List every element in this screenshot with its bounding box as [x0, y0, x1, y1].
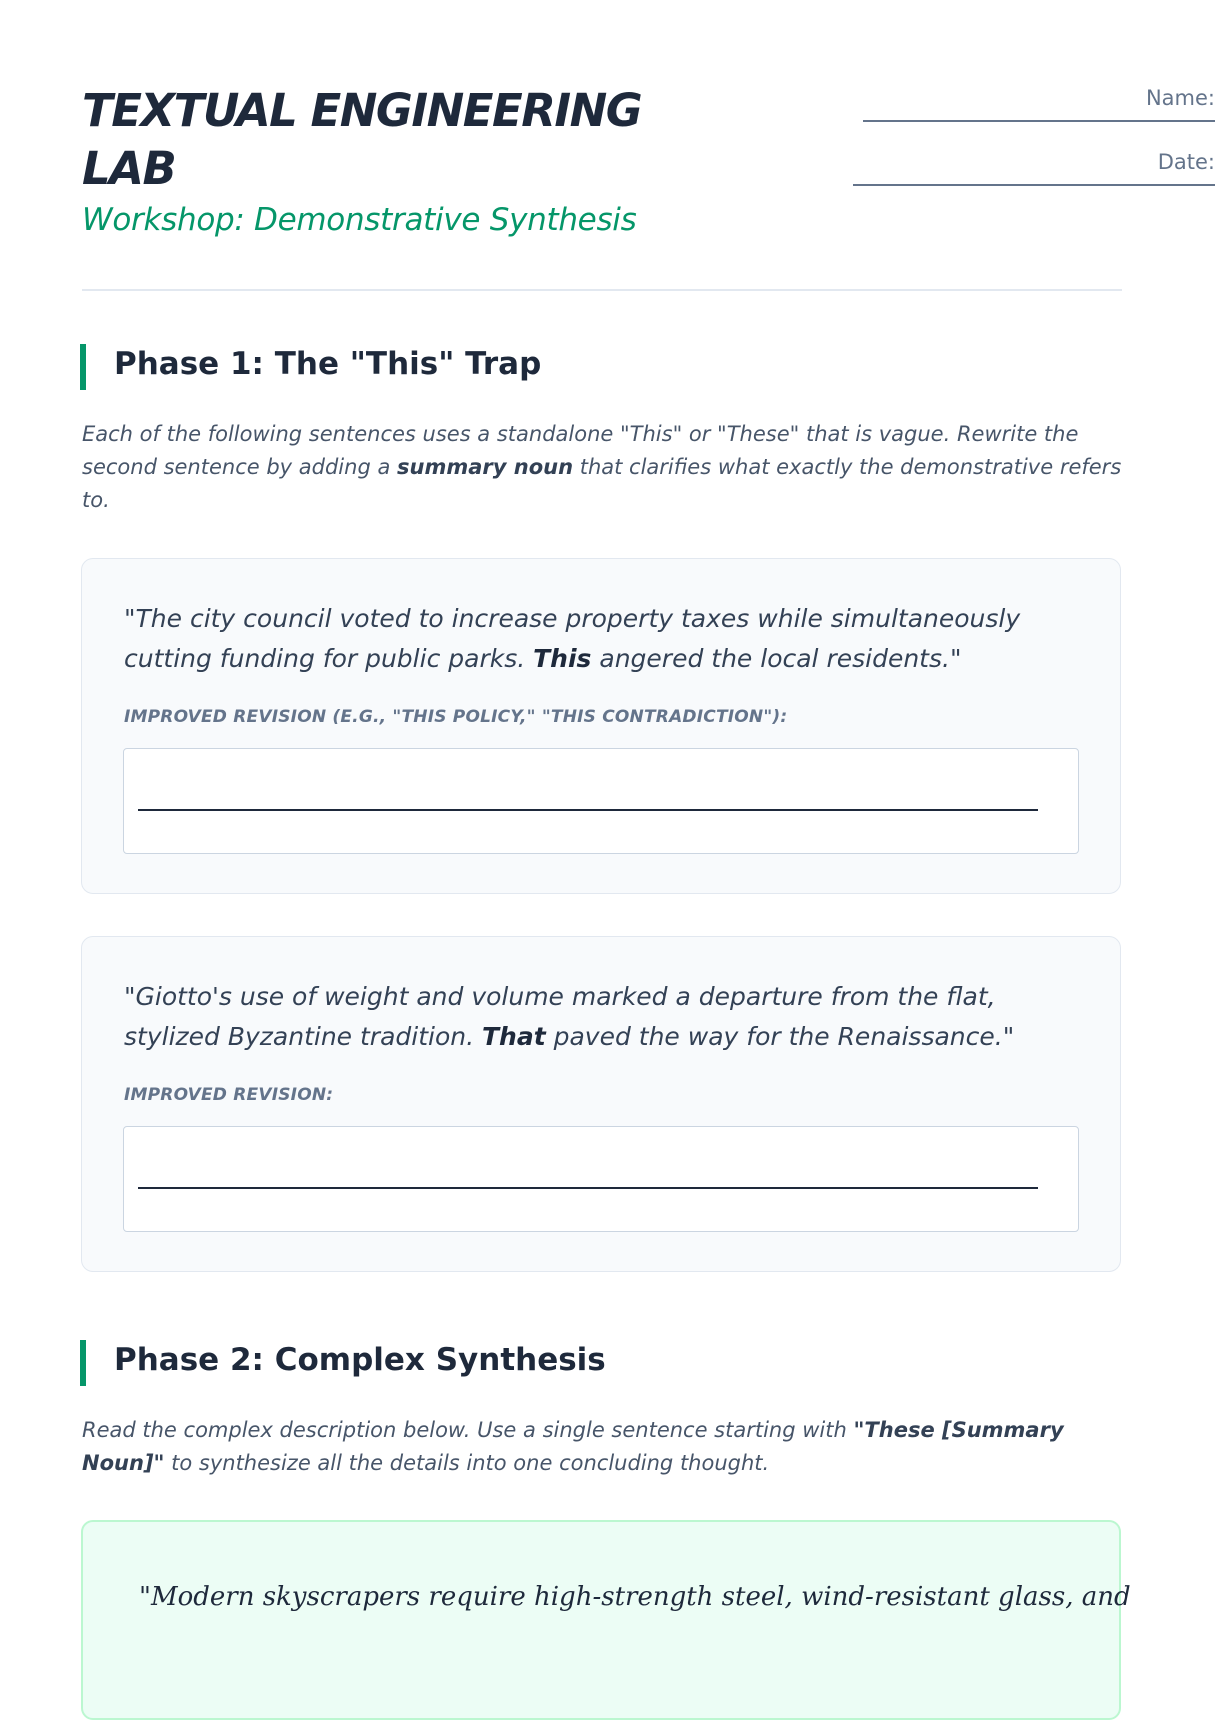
synthesis-passage-card — [81, 1520, 1131, 1720]
exercise-card-2 — [81, 936, 1121, 1272]
phase2-instructions: Read the complex description below. Use a single sentence starting with "These [Summary Noun]" to synthesize all the details into one concluding thought. — [82, 1418, 1064, 1475]
phase2-instruction-emphasis: "These [Summary Noun]" — [82, 1418, 1064, 1475]
exercise-1-answer-box[interactable] — [123, 748, 1079, 854]
exercise-1-revision-label: IMPROVED REVISION (E.G., "THIS POLICY," "THIS CONTRADICTION"): — [124, 707, 788, 727]
date-label: Date: — [1157, 150, 1215, 174]
exercise-card-1 — [81, 558, 1121, 894]
name-label: Name: — [1145, 86, 1215, 110]
student-info — [845, 82, 1215, 210]
exercise-1-quote: "The city council voted to increase property taxes while simultaneously cutting funding for public parks. This angered the local residents." — [124, 604, 1021, 673]
phase1-title: Phase 1: The "This" Trap — [114, 346, 542, 382]
phase1-heading — [80, 344, 1120, 390]
phase2-title: Phase 2: Complex Synthesis — [114, 1342, 606, 1378]
exercise-2-answer-box[interactable] — [123, 1126, 1079, 1232]
worksheet-subtitle: Workshop: Demonstrative Synthesis — [82, 202, 637, 238]
phase1-instruction-emphasis: summary noun — [397, 455, 574, 479]
worksheet-title: TEXTUAL ENGINEERING LAB — [82, 84, 642, 195]
name-field[interactable] — [863, 120, 1215, 122]
phase2-heading — [80, 1340, 1120, 1386]
exercise-1-answer-line — [138, 809, 1038, 811]
synthesis-passage: "Modern skyscrapers require high-strength steel, wind-resistant glass, and — [139, 1582, 1131, 1612]
exercise-2-revision-label: IMPROVED REVISION: — [124, 1085, 334, 1105]
header-divider — [82, 289, 1122, 291]
date-field[interactable] — [853, 184, 1215, 186]
phase2-accent-bar — [80, 1340, 86, 1386]
phase1-instructions: Each of the following sentences uses a standalone "This" or "These" that is vague. Rewrite the second sentence by adding a summary noun that clarifies what exactly the demonstrative refers to. — [82, 422, 1122, 512]
exercise-2-answer-line — [138, 1187, 1038, 1189]
exercise-2-quote: "Giotto's use of weight and volume marked a departure from the flat, stylized Byzantine tradition. That paved the way for the Renaissance." — [124, 982, 1015, 1051]
phase1-accent-bar — [80, 344, 86, 390]
